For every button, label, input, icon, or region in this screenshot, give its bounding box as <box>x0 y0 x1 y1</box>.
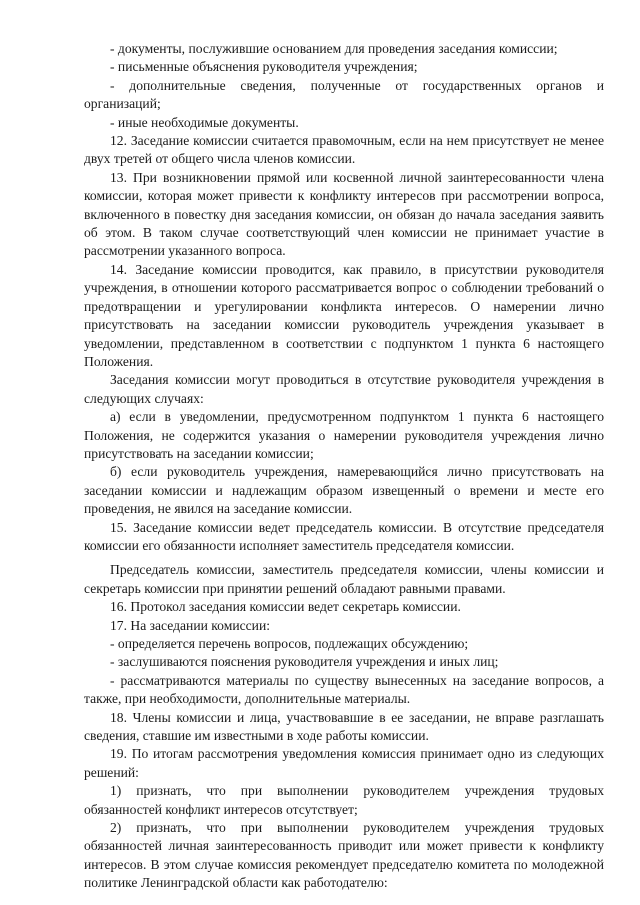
list-item-explanations-heard: - заслушиваются пояснения руководителя учреждения и иных лиц; <box>110 654 499 670</box>
paragraph-14-case-b: б) если руководитель учреждения, намеревающийся лично присутствовать на заседании комиссии и надлежащим образом извещенный о времени и месте его проведения, не явился на заседание комиссии. <box>84 464 604 517</box>
list-item-other-documents: - иные необходимые документы. <box>110 114 299 130</box>
paragraph-13: 13. При возникновении прямой или косвенной личной заинтересованности члена комиссии, которая может привести к конфликту интересов при рассмотрении вопроса, включенного в повестку дня заседания комиссии, он обязан до начала заседания заявить об этом. В таком случае соответствующий член комиссии не принимает участие в рассмотрении указанного вопроса. <box>84 169 604 259</box>
paragraph-12: 12. Заседание комиссии считается правомочным, если на нем присутствует не менее двух третей от общего числа членов комиссии. <box>84 133 604 167</box>
paragraph-15-equal-rights: Председатель комиссии, заместитель председателя комиссии, члены комиссии и секретарь комиссии при принятии решений обладают равными правами. <box>84 562 604 596</box>
decision-1: 1) признать, что при выполнении руководителем учреждения трудовых обязанностей конфликт интересов отсутствует; <box>84 783 604 817</box>
paragraph-19: 19. По итогам рассмотрения уведомления комиссия принимает одно из следующих решений: <box>84 746 604 780</box>
paragraph-14-case-a: а) если в уведомлении, предусмотренном подпунктом 1 пункта 6 настоящего Положения, не содержится указания о намерении руководителя учреждения лично присутствовать на заседании комиссии; <box>84 409 604 461</box>
paragraph-14-absence: Заседания комиссии могут проводиться в отсутствие руководителя учреждения в следующих случаях: <box>84 372 604 406</box>
list-item-questions: - определяется перечень вопросов, подлежащих обсуждению; <box>110 636 469 651</box>
list-item-documents: - документы, послужившие основанием для проведения заседания комиссии; <box>110 41 558 56</box>
paragraph-16: 16. Протокол заседания комиссии ведет секретарь комиссии. <box>110 599 461 615</box>
list-item-materials: - рассматриваются материалы по существу вынесенных на заседание вопросов, а также, при необходимости, дополнительные материалы. <box>84 672 604 707</box>
decision-2: 2) признать, что при выполнении руководителем учреждения трудовых обязанностей личная заинтересованность приводит или может привести к конфликту интересов. В этом случае комиссия рекомендует председателю комитета по молодежной политике Ленинградской области как работодателю: <box>84 820 604 891</box>
paragraph-18: 18. Члены комиссии и лица, участвовавшие в ее заседании, не вправе разглашать сведения, ставшие им известными в ходе работы комиссии. <box>84 709 604 744</box>
document-page <box>84 40 604 893</box>
list-item-explanations: - письменные объяснения руководителя учреждения; <box>110 59 418 75</box>
list-item-additional-info: - дополнительные сведения, полученные от государственных органов и организаций; <box>84 77 604 112</box>
paragraph-15: 15. Заседание комиссии ведет председатель комиссии. В отсутствие председателя комиссии его обязанности исполняет заместитель председателя комиссии. <box>84 519 604 553</box>
paragraph-14: 14. Заседание комиссии проводится, как правило, в присутствии руководителя учреждения, в отношении которого рассматривается вопрос о соблюдении требований о предотвращении и урегулировании конфликта интересов. О намерении лично присутствовать на заседании комиссии руководитель учреждения указывает в уведомлении, представленном в соответствии с подпунктом 1 пункта 6 настоящего Положения. <box>84 261 604 369</box>
paragraph-17: 17. На заседании комиссии: <box>110 617 270 633</box>
